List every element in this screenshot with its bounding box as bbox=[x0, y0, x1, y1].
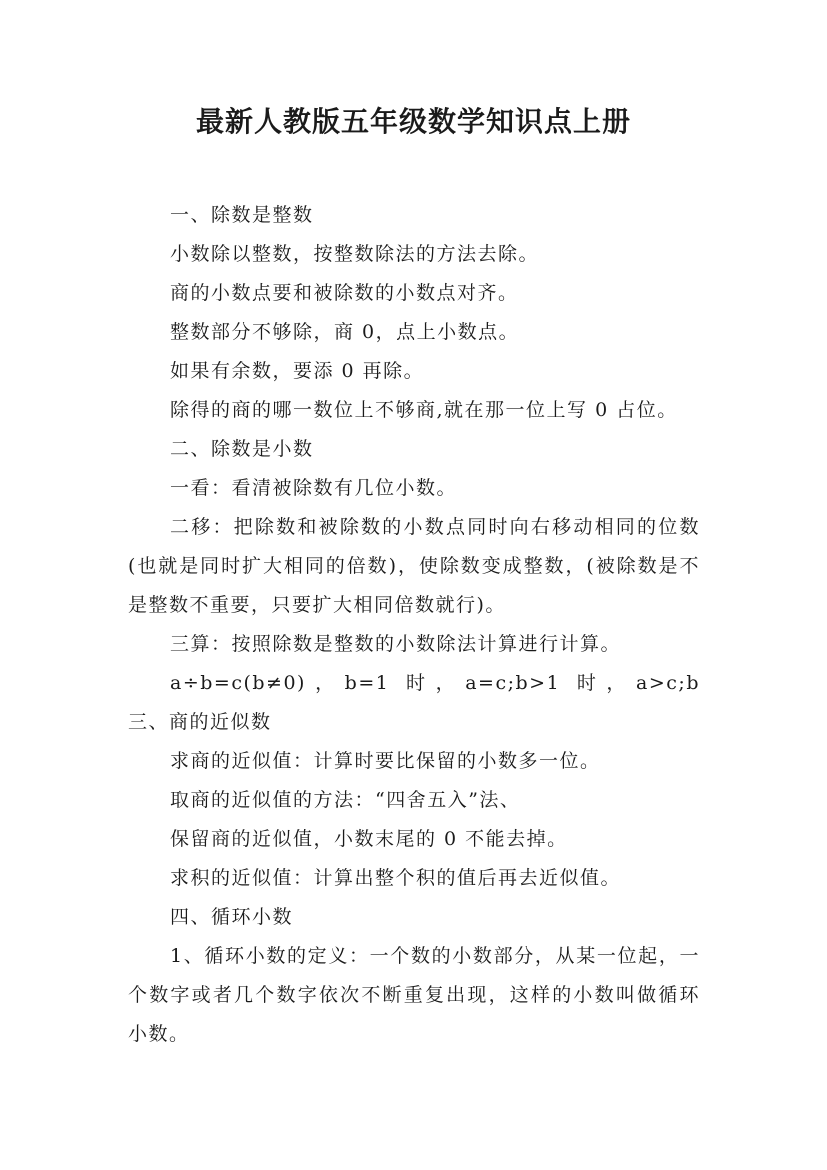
paragraph: 一看：看清被除数有几位小数。 bbox=[170, 477, 458, 499]
paragraph-formula-and-heading-section-3: a÷b=c(b≠0)，b=1 时，a=c;b>1 时，a>c;b 三、商的近似数 bbox=[128, 672, 742, 733]
document-title: 最新人教版五年级数学知识点上册 bbox=[195, 105, 631, 138]
paragraph: 三算：按照除数是整数的小数除法计算进行计算。 bbox=[170, 633, 622, 655]
paragraph: 求商的近似值：计算时要比保留的小数多一位。 bbox=[170, 750, 601, 772]
document-body bbox=[128, 196, 742, 1054]
paragraph: 除得的商的哪一数位上不够商,就在那一位上写 0 占位。 bbox=[170, 399, 678, 421]
paragraph: 商的小数点要和被除数的小数点对齐。 bbox=[170, 282, 519, 304]
heading-section-2: 二、除数是小数 bbox=[170, 438, 314, 460]
heading-section-1: 一、除数是整数 bbox=[170, 204, 314, 226]
paragraph: 保留商的近似值，小数末尾的 0 不能去掉。 bbox=[170, 828, 568, 850]
paragraph: 如果有余数，要添 0 再除。 bbox=[170, 360, 425, 382]
paragraph: 小数除以整数，按整数除法的方法去除。 bbox=[170, 243, 540, 265]
paragraph: 求积的近似值：计算出整个积的值后再去近似值。 bbox=[170, 867, 622, 889]
paragraph: 取商的近似值的方法：“四舍五入”法、 bbox=[170, 789, 521, 811]
heading-section-4: 四、循环小数 bbox=[170, 906, 294, 928]
paragraph: 二移：把除数和被除数的小数点同时向右移动相同的位数(也就是同时扩大相同的倍数)，使除数变成整数，(被除数是不是整数不重要，只要扩大相同倍数就行)。 bbox=[128, 516, 700, 616]
paragraph: 1、循环小数的定义：一个数的小数部分，从某一位起，一个数字或者几个数字依次不断重复出现，这样的小数叫做循环小数。 bbox=[128, 945, 700, 1045]
paragraph: 整数部分不够除，商 0，点上小数点。 bbox=[170, 321, 520, 343]
